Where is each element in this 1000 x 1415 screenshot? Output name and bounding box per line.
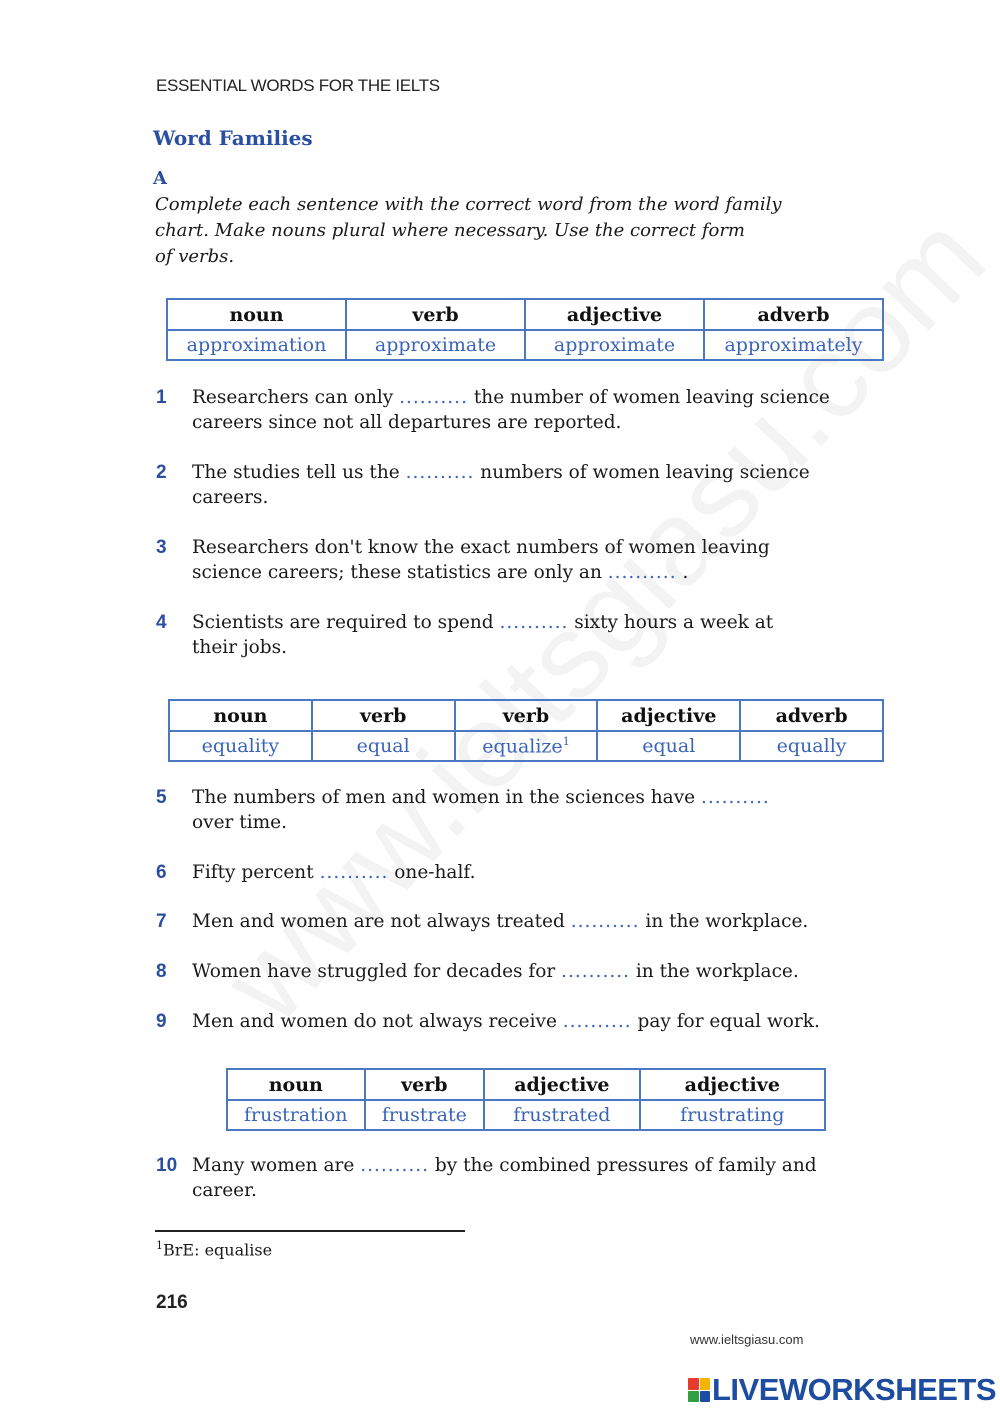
table-header-cell: adjective <box>484 1069 639 1100</box>
item-number: 8 <box>156 961 167 982</box>
table-word-cell <box>455 731 598 761</box>
item-text: the number of women leaving science <box>473 387 830 408</box>
answer-blank[interactable]: .......... <box>319 862 389 883</box>
table-header-cell: adverb <box>704 299 883 330</box>
exercise-item <box>156 1009 820 1034</box>
item-text: Women have struggled for decades for <box>192 961 556 982</box>
item-text: in the workplace. <box>635 961 799 982</box>
instructions <box>155 192 855 270</box>
table-word-cell: frustration <box>227 1100 365 1130</box>
table-header-cell: verb <box>455 700 598 731</box>
instructions-line: Complete each sentence with the correct word from the word family <box>155 194 782 215</box>
item-number: 7 <box>156 911 167 932</box>
item-text: Men and women do not always receive <box>192 1011 557 1032</box>
item-number: 2 <box>156 462 167 483</box>
item-text: pay for equal work. <box>637 1011 820 1032</box>
item-number: 4 <box>156 612 167 633</box>
table-word-cell: equal <box>597 731 740 761</box>
item-text: one-half. <box>394 862 476 883</box>
item-number: 5 <box>156 787 167 808</box>
item-text: careers. <box>192 487 269 508</box>
item-text: . <box>682 562 689 583</box>
table-header-cell: verb <box>346 299 525 330</box>
exercise-letter: A <box>153 168 167 189</box>
table-word-cell: approximate <box>525 330 704 360</box>
item-text: career. <box>192 1180 257 1201</box>
item-text: in the workplace. <box>645 911 809 932</box>
instructions-line: of verbs. <box>155 246 235 267</box>
footnote-marker: 1 <box>156 1239 163 1252</box>
exercise-item <box>156 460 810 510</box>
page-number: 216 <box>156 1292 188 1313</box>
item-text: over time. <box>192 812 287 833</box>
answer-blank[interactable]: .......... <box>561 961 630 982</box>
brand-name: LIVEWORKSHEETS <box>712 1372 997 1407</box>
item-number: 9 <box>156 1011 167 1032</box>
footnote <box>156 1239 272 1259</box>
answer-blank[interactable]: .......... <box>399 387 468 408</box>
exercise-item <box>156 860 475 885</box>
item-text: sixty hours a week at <box>574 612 774 633</box>
table-header-cell: adjective <box>525 299 704 330</box>
table-word-cell: frustrated <box>484 1100 639 1130</box>
item-text: The numbers of men and women in the sciences have <box>192 787 696 808</box>
item-number: 6 <box>156 862 167 883</box>
answer-blank[interactable]: .......... <box>701 787 770 808</box>
table-header-cell: adjective <box>597 700 740 731</box>
item-text: Scientists are required to spend <box>192 612 494 633</box>
item-text: science careers; these statistics are only an <box>192 562 602 583</box>
table-word-cell: frustrating <box>640 1100 825 1130</box>
exercise-item <box>156 610 773 660</box>
item-text: The studies tell us the <box>192 462 400 483</box>
table-header-cell: adverb <box>740 700 883 731</box>
answer-blank[interactable]: .......... <box>405 462 475 483</box>
table-header-cell: noun <box>167 299 346 330</box>
item-text: their jobs. <box>192 637 288 658</box>
answer-blank[interactable]: .......... <box>607 562 677 583</box>
table-word-cell: approximation <box>167 330 346 360</box>
table-header-cell: noun <box>227 1069 365 1100</box>
table-word-cell: equally <box>740 731 883 761</box>
word-family-table-equal <box>168 699 884 762</box>
exercise-item <box>156 959 799 984</box>
running-head: ESSENTIAL WORDS FOR THE IELTS <box>156 76 440 95</box>
item-number: 3 <box>156 537 167 558</box>
answer-blank[interactable]: .......... <box>562 1011 632 1032</box>
item-text: Fifty percent <box>192 862 314 883</box>
table-word: equalize <box>482 735 563 758</box>
word-family-table-frustrate <box>226 1068 826 1131</box>
section-title: Word Families <box>153 126 313 150</box>
exercise-item <box>156 1153 817 1203</box>
table-header-cell: adjective <box>640 1069 825 1100</box>
footnote-marker: 1 <box>562 734 570 748</box>
table-word-cell: frustrate <box>365 1100 485 1130</box>
item-text: Researchers can only <box>192 387 394 408</box>
table-word-cell: approximate <box>346 330 525 360</box>
item-number: 1 <box>156 387 167 408</box>
word-family-table-approximate <box>166 298 884 361</box>
exercise-item <box>156 535 770 585</box>
table-header-cell: verb <box>312 700 455 731</box>
table-word-cell: equality <box>169 731 312 761</box>
liveworksheets-brand <box>688 1372 996 1408</box>
item-text: careers since not all departures are reported. <box>192 412 622 433</box>
item-number: 10 <box>156 1155 178 1176</box>
item-text: by the combined pressures of family and <box>434 1155 817 1176</box>
item-text: Researchers don't know the exact numbers of women leaving <box>192 537 770 558</box>
item-text: numbers of women leaving science <box>480 462 810 483</box>
instructions-line: chart. Make nouns plural where necessary. Use the correct form <box>155 220 746 241</box>
footnote-text: BrE: equalise <box>163 1240 273 1260</box>
answer-blank[interactable]: .......... <box>360 1155 430 1176</box>
table-word-cell: approximately <box>704 330 883 360</box>
item-text: Men and women are not always treated <box>192 911 565 932</box>
table-header-cell: noun <box>169 700 312 731</box>
site-url-link[interactable]: www.ieltsgiasu.com <box>690 1332 804 1347</box>
answer-blank[interactable]: .......... <box>570 911 640 932</box>
exercise-item <box>156 909 808 934</box>
answer-blank[interactable]: .......... <box>499 612 569 633</box>
table-word-cell: equal <box>312 731 455 761</box>
footnote-rule <box>155 1230 465 1232</box>
exercise-item <box>156 385 830 435</box>
liveworksheets-logo-icon <box>688 1378 710 1402</box>
item-text: Many women are <box>192 1155 355 1176</box>
table-header-cell: verb <box>365 1069 485 1100</box>
exercise-item <box>156 785 770 835</box>
